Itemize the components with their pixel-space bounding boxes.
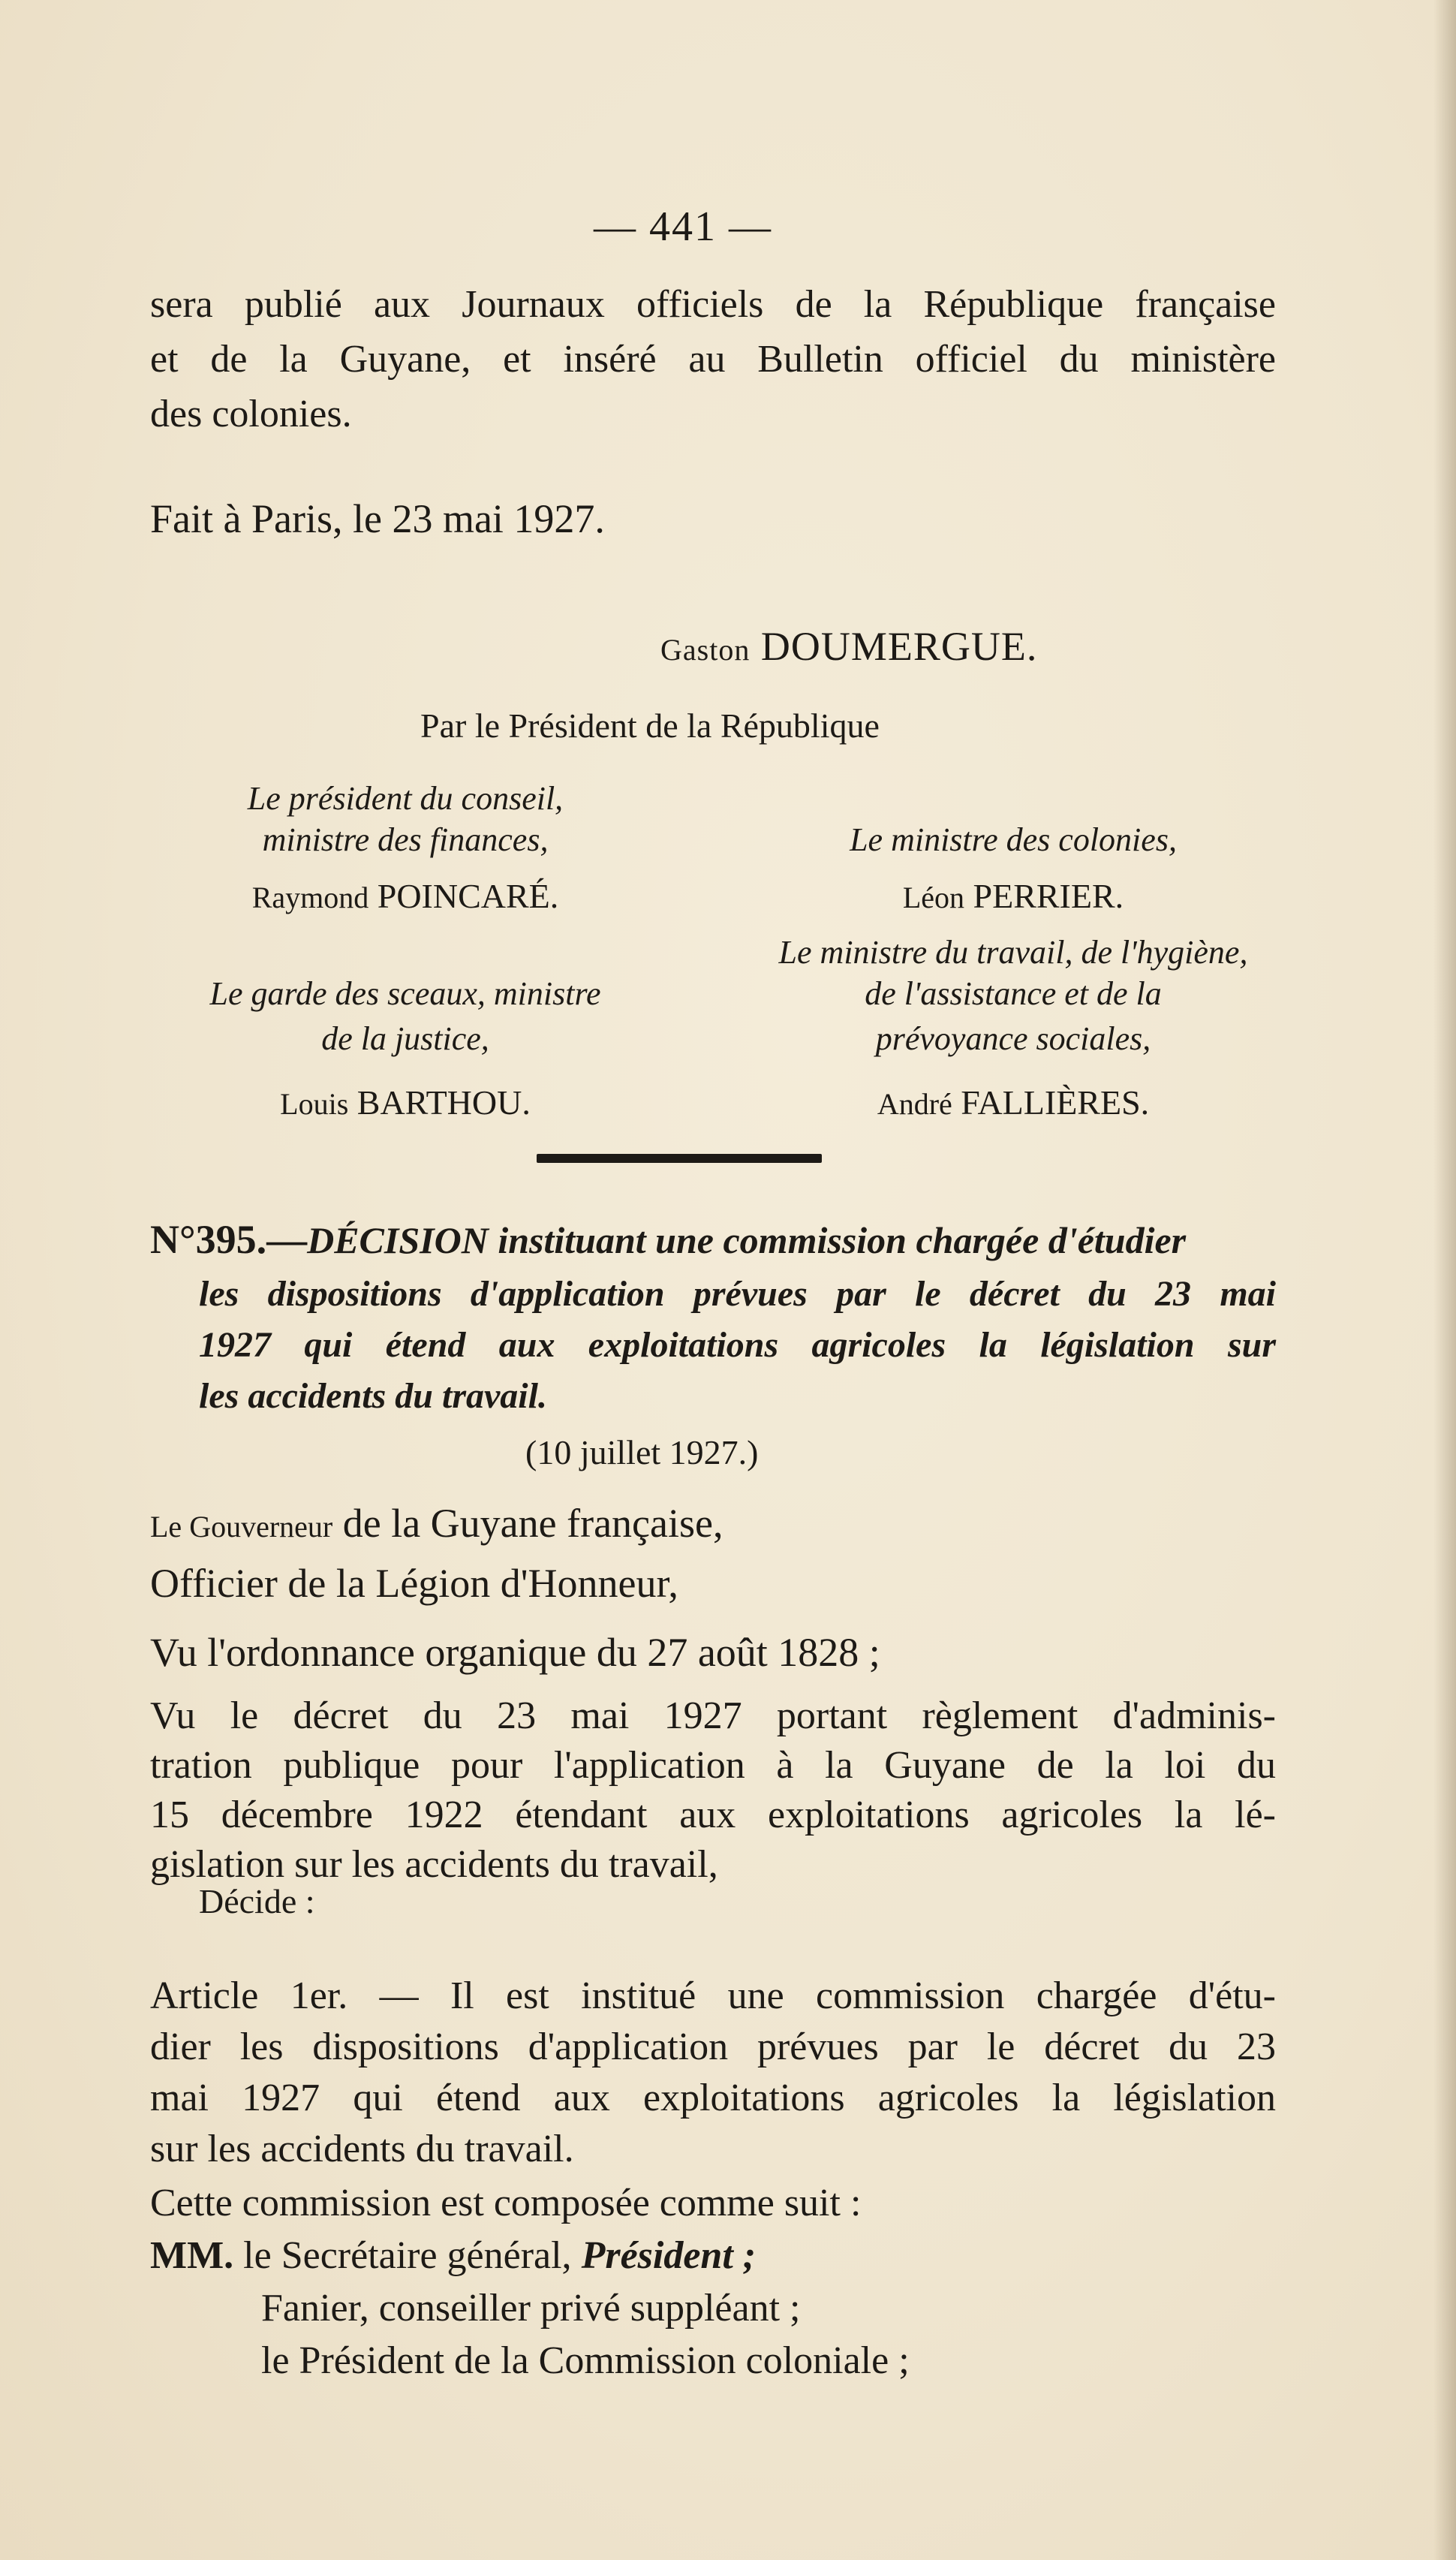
minister-right-2-name <box>720 1081 1306 1126</box>
article-line-4: sur les accidents du travail. <box>150 2128 574 2170</box>
minister-right-1-first: Léon <box>902 881 965 914</box>
member-1 <box>150 2233 756 2278</box>
minister-right-2-title-1: Le ministre du travail, de l'hygiène, <box>778 934 1248 971</box>
decide-heading: Décide : <box>199 1882 315 1920</box>
decision-date: (10 juillet 1927.) <box>525 1433 759 1471</box>
minister-left-1-title-2: ministre des finances, <box>262 821 549 858</box>
decision-title-first: DÉCISION instituant une commission chargée d'étudier <box>307 1219 1187 1261</box>
vu-decret-line-1: Vu le décret du 23 mai 1927 portant règlement d'adminis- <box>150 1694 1276 1737</box>
minister-left-1-title-1: Le président du conseil, <box>247 780 564 817</box>
decision-title-line-3: les accidents du travail. <box>199 1376 547 1416</box>
minister-right-2-title-2: de l'assistance et de la <box>865 975 1162 1012</box>
composition-intro: Cette commission est composée comme suit : <box>150 2182 862 2224</box>
par-le-president: Par le Président de la République <box>420 706 880 745</box>
decision-number: N°395.— <box>150 1217 308 1262</box>
minister-right-1-title-1: Le ministre des colonies, <box>850 821 1177 858</box>
opening-line-1: sera publié aux Journaux officiels de la République française <box>150 283 1276 326</box>
vu-decret-line-2: tration publique pour l'application à la Guyane de la loi du <box>150 1744 1276 1787</box>
member-1-name: le Secrétaire général, <box>243 2234 572 2277</box>
president-signature <box>660 623 1037 670</box>
member-1-role: Président ; <box>581 2234 757 2277</box>
minister-left-2-name <box>150 1081 660 1126</box>
member-3: le Président de la Commission coloniale ; <box>261 2339 910 2382</box>
governor-title: Le Gouverneur <box>150 1510 333 1544</box>
minister-left-2-last: BARTHOU. <box>356 1083 531 1122</box>
page-edge-shadow <box>1433 0 1456 2560</box>
opening-line-3: des colonies. <box>150 393 352 435</box>
minister-right-2-first: André <box>877 1087 952 1121</box>
vu-decret-line-3: 15 décembre 1922 étendant aux exploitations agricoles la lé- <box>150 1794 1276 1836</box>
minister-left-1-name <box>150 875 660 920</box>
minister-left-2-first: Louis <box>280 1087 349 1121</box>
minister-left-1-first: Raymond <box>251 881 369 914</box>
section-separator <box>537 1154 822 1163</box>
signature-date: Fait à Paris, le 23 mai 1927. <box>150 496 605 541</box>
page-number: — 441 — <box>594 203 772 250</box>
minister-right-1-name <box>720 875 1306 920</box>
governor-line-1 <box>150 1500 723 1547</box>
president-first-name: Gaston <box>660 633 751 667</box>
minister-left-1-last: POINCARÉ. <box>377 877 559 915</box>
minister-left-2-title-1: Le garde des sceaux, ministre <box>209 975 601 1012</box>
minister-right-1-last: PERRIER. <box>973 877 1124 915</box>
decision-title-line-2: 1927 qui étend aux exploitations agricoles la législation sur <box>199 1325 1276 1365</box>
governor-territory: de la Guyane française, <box>342 1501 723 1546</box>
minister-right-2-title-3: prévoyance sociales, <box>875 1020 1151 1057</box>
article-line-2: dier les dispositions d'application prévues par le décret du 23 <box>150 2025 1276 2068</box>
president-last-name: DOUMERGUE. <box>760 624 1038 669</box>
governor-line-2: Officier de la Légion d'Honneur, <box>150 1561 678 1606</box>
article-line-1: Article 1er. — Il est institué une commission chargée d'étu- <box>150 1974 1276 2017</box>
vu-ordonnance: Vu l'ordonnance organique du 27 août 1828 ; <box>150 1630 880 1675</box>
decision-heading <box>150 1216 1186 1263</box>
member-2: Fanier, conseiller privé suppléant ; <box>261 2287 801 2330</box>
minister-left-2-title-2: de la justice, <box>321 1020 489 1057</box>
article-line-3: mai 1927 qui étend aux exploitations agricoles la législation <box>150 2077 1276 2119</box>
vu-decret-line-4: gislation sur les accidents du travail, <box>150 1843 718 1886</box>
minister-right-2-last: FALLIÈRES. <box>961 1083 1150 1122</box>
decision-title-line-1: les dispositions d'application prévues par le décret du 23 mai <box>199 1274 1276 1314</box>
member-1-prefix: MM. <box>150 2234 234 2277</box>
opening-line-2: et de la Guyane, et inséré au Bulletin officiel du ministère <box>150 338 1276 381</box>
